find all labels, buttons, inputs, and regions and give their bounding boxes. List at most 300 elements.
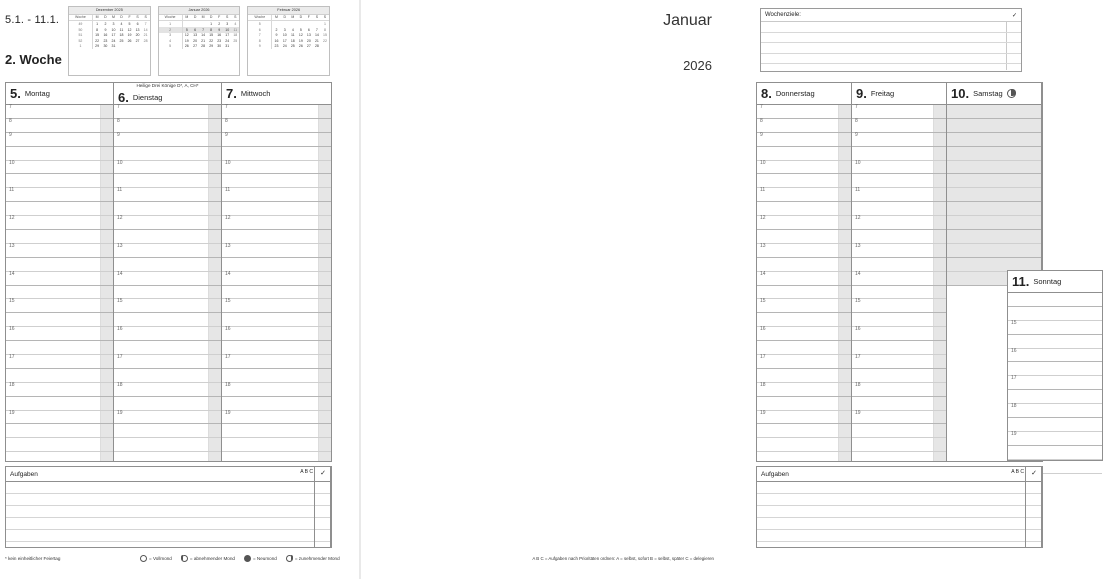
task-row[interactable] — [757, 542, 1042, 553]
mini-day: 14 — [314, 33, 319, 38]
mini-day — [231, 44, 239, 50]
hour-row[interactable]: 18 — [852, 383, 946, 397]
hour-row[interactable]: 18 — [222, 383, 331, 397]
hour-row[interactable] — [852, 424, 946, 438]
hour-row[interactable]: 9 — [222, 133, 331, 147]
hour-row[interactable] — [222, 230, 331, 244]
mini-day: 21 — [143, 33, 148, 38]
mini-day: 4 — [120, 22, 123, 27]
hour-row[interactable]: 12 — [6, 216, 113, 230]
hour-row[interactable]: 7 — [6, 105, 113, 119]
hour-row[interactable] — [947, 119, 1041, 133]
hour-row[interactable] — [852, 397, 946, 411]
weekly-goal-row[interactable] — [761, 43, 1021, 54]
tasks-box-right[interactable] — [756, 466, 1043, 548]
weekly-goals-check-icon: ✓ — [1011, 12, 1017, 19]
hour-row[interactable] — [222, 341, 331, 355]
hour-row[interactable]: 17 — [114, 355, 221, 369]
mini-day: 16 — [274, 38, 279, 43]
hour-row[interactable] — [222, 313, 331, 327]
mini-week-number: 2 — [159, 27, 182, 33]
done-column-label: ✓ — [1031, 470, 1037, 477]
hour-row[interactable] — [6, 341, 113, 355]
hour-row[interactable] — [222, 424, 331, 438]
hour-row[interactable]: 16 — [222, 327, 331, 341]
legend-waning-moon — [181, 555, 235, 562]
hour-row[interactable] — [947, 216, 1041, 230]
day-name: Dienstag — [132, 92, 163, 102]
hour-row[interactable] — [947, 230, 1041, 244]
hour-row[interactable] — [114, 230, 221, 244]
priority-column-label: A B C — [300, 469, 313, 475]
hour-row[interactable] — [222, 174, 331, 188]
full-moon-icon — [140, 555, 147, 562]
mini-day — [126, 44, 134, 50]
mini-day: 3 — [226, 22, 229, 27]
mini-month-title: Februar 2026 — [248, 7, 329, 15]
hour-row[interactable] — [947, 147, 1041, 161]
hour-row[interactable]: 11 — [222, 188, 331, 202]
task-row[interactable] — [6, 542, 331, 553]
hour-row[interactable] — [947, 244, 1041, 258]
day-name: Donnerstag — [775, 89, 815, 98]
hour-row[interactable] — [1008, 446, 1102, 460]
hour-row[interactable]: 13 — [222, 244, 331, 258]
hour-row[interactable]: 18 — [6, 383, 113, 397]
mini-header-day: S — [134, 15, 142, 21]
tasks-title: Aufgaben — [761, 470, 789, 478]
hour-row[interactable]: 9 — [757, 133, 851, 147]
hour-row[interactable] — [6, 258, 113, 272]
hour-row[interactable] — [6, 230, 113, 244]
weekly-goal-row[interactable] — [761, 22, 1021, 33]
hour-row[interactable] — [757, 286, 851, 300]
hour-row[interactable]: 10 — [757, 161, 851, 175]
day-header — [947, 83, 1041, 105]
day-column-mittwoch[interactable] — [222, 83, 331, 461]
hour-rows — [114, 105, 221, 461]
hour-row[interactable] — [222, 258, 331, 272]
hour-row[interactable]: 12 — [114, 216, 221, 230]
hour-row[interactable]: 8 — [114, 119, 221, 133]
hour-row[interactable]: 8 — [757, 119, 851, 133]
mini-day: 9 — [215, 27, 223, 33]
hour-row[interactable]: 13 — [114, 244, 221, 258]
mini-day: 20 — [306, 38, 311, 43]
hour-row[interactable]: 13 — [757, 244, 851, 258]
hour-row[interactable] — [222, 147, 331, 161]
hour-row[interactable]: 17 — [757, 355, 851, 369]
hour-row[interactable]: 15 — [114, 299, 221, 313]
mini-day: 25 — [233, 38, 238, 43]
hour-row[interactable]: 18 — [1008, 404, 1102, 418]
hour-row[interactable] — [6, 202, 113, 216]
hour-row[interactable] — [757, 147, 851, 161]
hour-row[interactable] — [114, 397, 221, 411]
weekly-goals-title: Wochenziele: — [765, 12, 801, 18]
hour-row[interactable]: 16 — [1008, 349, 1102, 363]
hour-row[interactable]: 15 — [1008, 321, 1102, 335]
hour-row[interactable]: 12 — [222, 216, 331, 230]
mini-header-day: D — [297, 15, 305, 21]
mini-day: 26 — [184, 44, 189, 49]
holiday-footnote: * kein einheitlicher Feiertag — [5, 556, 61, 561]
hour-row[interactable]: 16 — [114, 327, 221, 341]
hour-row[interactable] — [852, 286, 946, 300]
hour-row[interactable] — [6, 313, 113, 327]
hour-row[interactable] — [114, 438, 221, 452]
hour-row[interactable] — [757, 230, 851, 244]
hour-row[interactable]: 14 — [852, 272, 946, 286]
hour-row[interactable]: 10 — [6, 161, 113, 175]
hour-row[interactable]: 18 — [757, 383, 851, 397]
hour-row[interactable] — [947, 202, 1041, 216]
hour-row[interactable] — [852, 147, 946, 161]
hour-row[interactable]: 13 — [6, 244, 113, 258]
hour-row[interactable]: 14 — [114, 272, 221, 286]
mini-day: 27 — [135, 38, 140, 43]
mini-day: 30 — [217, 44, 222, 49]
done-column-divider — [330, 467, 331, 547]
priority-column-divider — [1025, 467, 1026, 547]
hour-row[interactable] — [1008, 362, 1102, 376]
tasks-title: Aufgaben — [10, 470, 38, 478]
mini-week-number: 7 — [248, 33, 271, 39]
mini-day: 10 — [111, 27, 116, 32]
hour-row[interactable]: 12 — [852, 216, 946, 230]
hour-row[interactable] — [757, 258, 851, 272]
hour-row[interactable] — [757, 438, 851, 452]
hour-row[interactable] — [757, 341, 851, 355]
hour-row[interactable] — [852, 258, 946, 272]
mini-day: 25 — [290, 44, 295, 49]
hour-row[interactable] — [114, 286, 221, 300]
hour-row[interactable] — [114, 341, 221, 355]
mini-month-january[interactable] — [158, 6, 241, 76]
hour-row[interactable] — [947, 133, 1041, 147]
right-page — [360, 0, 1062, 579]
hour-row[interactable] — [852, 174, 946, 188]
hour-row[interactable] — [852, 230, 946, 244]
mini-day: 8 — [96, 27, 99, 32]
month-label: Januar — [663, 12, 712, 29]
task-row[interactable] — [757, 506, 1042, 518]
mini-day: 7 — [199, 27, 207, 33]
hour-row[interactable]: 9 — [6, 133, 113, 147]
task-row[interactable] — [757, 494, 1042, 506]
hour-row[interactable] — [222, 438, 331, 452]
hour-rows — [1008, 293, 1102, 460]
day-column-montag[interactable] — [6, 83, 114, 461]
hour-row[interactable] — [114, 369, 221, 383]
hour-row[interactable] — [6, 369, 113, 383]
done-column-label: ✓ — [320, 470, 326, 477]
hour-row[interactable]: 19 — [6, 411, 113, 425]
mini-day: 29 — [209, 44, 214, 49]
hour-row[interactable]: 9 — [852, 133, 946, 147]
hour-row[interactable]: 19 — [114, 411, 221, 425]
hour-row[interactable]: 11 — [757, 188, 851, 202]
hour-row[interactable]: 7 — [114, 105, 221, 119]
mini-day: 21 — [314, 38, 319, 43]
hour-row[interactable] — [757, 424, 851, 438]
legend-waxing-moon — [286, 555, 340, 562]
day-number: 8. — [761, 86, 772, 101]
hour-row[interactable] — [222, 202, 331, 216]
mini-day: 11 — [231, 27, 239, 33]
mini-header-day: F — [215, 15, 223, 21]
day-column-donnerstag[interactable] — [757, 83, 852, 461]
hour-row[interactable] — [852, 369, 946, 383]
hour-row[interactable] — [114, 313, 221, 327]
mini-week-row — [69, 44, 150, 50]
weekly-goal-row[interactable] — [761, 33, 1021, 44]
hour-row[interactable] — [757, 174, 851, 188]
mini-day: 17 — [225, 33, 230, 38]
day-number: 10. — [951, 86, 970, 101]
mini-header-day: F — [126, 15, 134, 21]
hour-row[interactable]: 14 — [6, 272, 113, 286]
hour-row[interactable]: 11 — [114, 188, 221, 202]
hour-row[interactable] — [1008, 293, 1102, 307]
hour-row[interactable]: 7 — [222, 105, 331, 119]
mini-header-day: M — [92, 15, 101, 21]
task-row[interactable] — [6, 506, 331, 518]
hour-row[interactable] — [222, 397, 331, 411]
hour-row[interactable] — [757, 313, 851, 327]
hour-row[interactable]: 8 — [6, 119, 113, 133]
hour-row[interactable] — [222, 369, 331, 383]
mini-header-day: S — [313, 15, 321, 21]
hour-row[interactable] — [757, 202, 851, 216]
mini-week-number: 5 — [159, 44, 182, 50]
day-header — [6, 83, 113, 105]
mini-week-number: 1 — [69, 44, 92, 50]
hour-row[interactable]: 17 — [852, 355, 946, 369]
hour-row[interactable]: 14 — [757, 272, 851, 286]
mini-day: 8 — [323, 27, 326, 32]
mini-day: 17 — [111, 33, 116, 38]
mini-week-number: 5 — [248, 21, 271, 27]
hour-row[interactable] — [114, 202, 221, 216]
hour-row[interactable] — [852, 202, 946, 216]
hour-row[interactable] — [947, 174, 1041, 188]
legend-full-moon — [140, 555, 172, 562]
task-row[interactable] — [6, 482, 331, 494]
hour-row[interactable]: 10 — [114, 161, 221, 175]
mini-day: 23 — [103, 38, 108, 43]
hour-row[interactable]: 16 — [6, 327, 113, 341]
hour-row[interactable]: 14 — [222, 272, 331, 286]
mini-day: 1 — [96, 22, 99, 27]
hour-row[interactable]: 13 — [852, 244, 946, 258]
hour-row[interactable]: 19 — [757, 411, 851, 425]
day-column-dienstag[interactable] — [114, 83, 222, 461]
hour-row[interactable] — [1008, 307, 1102, 321]
mini-week-number: 6 — [248, 27, 271, 33]
hour-row[interactable] — [114, 147, 221, 161]
hour-row[interactable]: 8 — [852, 119, 946, 133]
day-column-freitag[interactable] — [852, 83, 947, 461]
new-moon-icon — [244, 555, 251, 562]
hour-row[interactable] — [852, 341, 946, 355]
hour-row[interactable]: 9 — [114, 133, 221, 147]
hour-row[interactable] — [6, 424, 113, 438]
tasks-header — [757, 467, 1042, 482]
legend-label: = zunehmender Mond — [294, 556, 340, 561]
mini-day: 13 — [193, 33, 198, 38]
mini-header-day: S — [321, 15, 329, 21]
day-name: Freitag — [870, 89, 895, 98]
mini-day: 10 — [223, 27, 231, 33]
hour-row[interactable] — [114, 174, 221, 188]
hour-row[interactable]: 8 — [222, 119, 331, 133]
hour-row[interactable]: 10 — [852, 161, 946, 175]
hour-row[interactable]: 16 — [852, 327, 946, 341]
hour-row[interactable]: 19 — [1008, 432, 1102, 446]
mini-header-day: S — [231, 15, 239, 21]
day-name: Samstag — [973, 89, 1003, 98]
hour-row[interactable]: 18 — [114, 383, 221, 397]
hour-row[interactable]: 10 — [222, 161, 331, 175]
hour-row[interactable]: 15 — [222, 299, 331, 313]
hour-row[interactable] — [6, 174, 113, 188]
mini-day: 7 — [144, 22, 147, 27]
hour-row[interactable] — [1008, 418, 1102, 432]
mini-day: 30 — [103, 44, 108, 49]
mini-header-day: M — [109, 15, 117, 21]
hour-row[interactable] — [852, 313, 946, 327]
hour-row[interactable] — [114, 424, 221, 438]
mini-day: 6 — [191, 27, 199, 33]
mini-month-december[interactable] — [68, 6, 151, 76]
hour-row[interactable]: 16 — [757, 327, 851, 341]
hour-row[interactable] — [757, 369, 851, 383]
mini-day: 22 — [323, 38, 327, 43]
hour-row[interactable]: 12 — [757, 216, 851, 230]
task-row[interactable] — [6, 518, 331, 530]
date-range: 5.1. - 11.1. — [5, 14, 60, 26]
hour-row[interactable] — [1008, 335, 1102, 349]
hour-row[interactable]: 17 — [1008, 376, 1102, 390]
hour-row[interactable] — [114, 258, 221, 272]
mini-header-day: F — [305, 15, 313, 21]
mini-day: 12 — [298, 33, 303, 38]
mini-day: 2 — [275, 27, 278, 32]
legend-label: = Neumond — [252, 556, 277, 561]
hour-row[interactable]: 17 — [222, 355, 331, 369]
hour-row[interactable]: 15 — [852, 299, 946, 313]
hour-row[interactable]: 11 — [6, 188, 113, 202]
day-column-sonntag[interactable] — [1007, 270, 1103, 461]
weekly-goal-row[interactable] — [761, 54, 1021, 65]
hour-row[interactable]: 11 — [852, 188, 946, 202]
mini-month-title: Dezember 2025 — [69, 7, 150, 15]
task-row[interactable] — [757, 518, 1042, 530]
hour-row[interactable] — [222, 286, 331, 300]
legend-new-moon — [244, 555, 277, 562]
hour-row[interactable] — [852, 438, 946, 452]
hour-row[interactable]: 19 — [852, 411, 946, 425]
mini-day: 19 — [184, 38, 189, 43]
hour-row[interactable] — [6, 397, 113, 411]
task-row[interactable] — [757, 530, 1042, 542]
weekly-goals-box[interactable] — [760, 8, 1022, 72]
hour-row[interactable] — [6, 438, 113, 452]
mini-day: 23 — [274, 44, 279, 49]
hour-row[interactable] — [947, 188, 1041, 202]
hour-row[interactable] — [757, 397, 851, 411]
moon-phase-legend — [140, 555, 340, 562]
mini-month-table — [248, 15, 329, 50]
day-name: Mittwoch — [240, 89, 271, 98]
mini-day: 31 — [111, 44, 116, 49]
mini-day: 16 — [103, 33, 108, 38]
mini-day: 28 — [201, 44, 206, 49]
year-label: 2026 — [683, 58, 712, 73]
mini-day: 22 — [95, 38, 100, 43]
day-number: 7. — [226, 86, 237, 101]
mini-day: 18 — [119, 33, 124, 38]
priority-footnote: A B C = Aufgaben nach Prioritäten ordnen: A = selbst, sofort B = selbst, später C = delegieren — [532, 556, 714, 561]
mini-header-day: M — [199, 15, 207, 21]
mini-day: 8 — [207, 27, 215, 33]
mini-day: 9 — [275, 33, 278, 38]
mini-day: 2 — [218, 22, 221, 27]
mini-header-week: Woche — [159, 15, 182, 21]
mini-day: 11 — [119, 27, 124, 32]
mini-day: 1 — [323, 22, 326, 27]
mini-day — [142, 44, 150, 50]
hour-row[interactable]: 17 — [6, 355, 113, 369]
day-number: 9. — [856, 86, 867, 101]
mini-day: 4 — [234, 22, 237, 27]
hour-row[interactable]: 15 — [757, 299, 851, 313]
mini-day: 17 — [282, 38, 287, 43]
mini-day: 2 — [104, 22, 107, 27]
hour-row[interactable]: 7 — [852, 105, 946, 119]
day-number: 11. — [1012, 274, 1030, 289]
weekly-goal-row[interactable] — [761, 64, 1021, 74]
day-number: 6. — [118, 89, 129, 105]
day-header — [757, 83, 851, 105]
mini-day: 16 — [217, 33, 222, 38]
task-row[interactable] — [6, 530, 331, 542]
tasks-header — [6, 467, 331, 482]
hour-row[interactable] — [1008, 390, 1102, 404]
hour-row[interactable] — [6, 286, 113, 300]
hour-row[interactable]: 19 — [222, 411, 331, 425]
task-row[interactable] — [6, 494, 331, 506]
mini-day: 6 — [136, 22, 139, 27]
mini-day: 28 — [143, 38, 148, 43]
mini-day: 20 — [193, 38, 198, 43]
tasks-box-left[interactable] — [5, 466, 332, 548]
mini-day: 4 — [291, 27, 294, 32]
hour-row[interactable]: 15 — [6, 299, 113, 313]
mini-week-row — [159, 44, 240, 50]
hour-row[interactable] — [947, 105, 1041, 119]
mini-calendars — [68, 6, 330, 76]
hour-row[interactable]: 7 — [757, 105, 851, 119]
hour-row[interactable] — [947, 161, 1041, 175]
mini-month-february[interactable] — [247, 6, 330, 76]
done-column-divider — [1041, 467, 1042, 547]
left-page — [0, 0, 360, 579]
task-row[interactable] — [757, 482, 1042, 494]
hour-row[interactable] — [6, 147, 113, 161]
hour-rows — [852, 105, 946, 461]
